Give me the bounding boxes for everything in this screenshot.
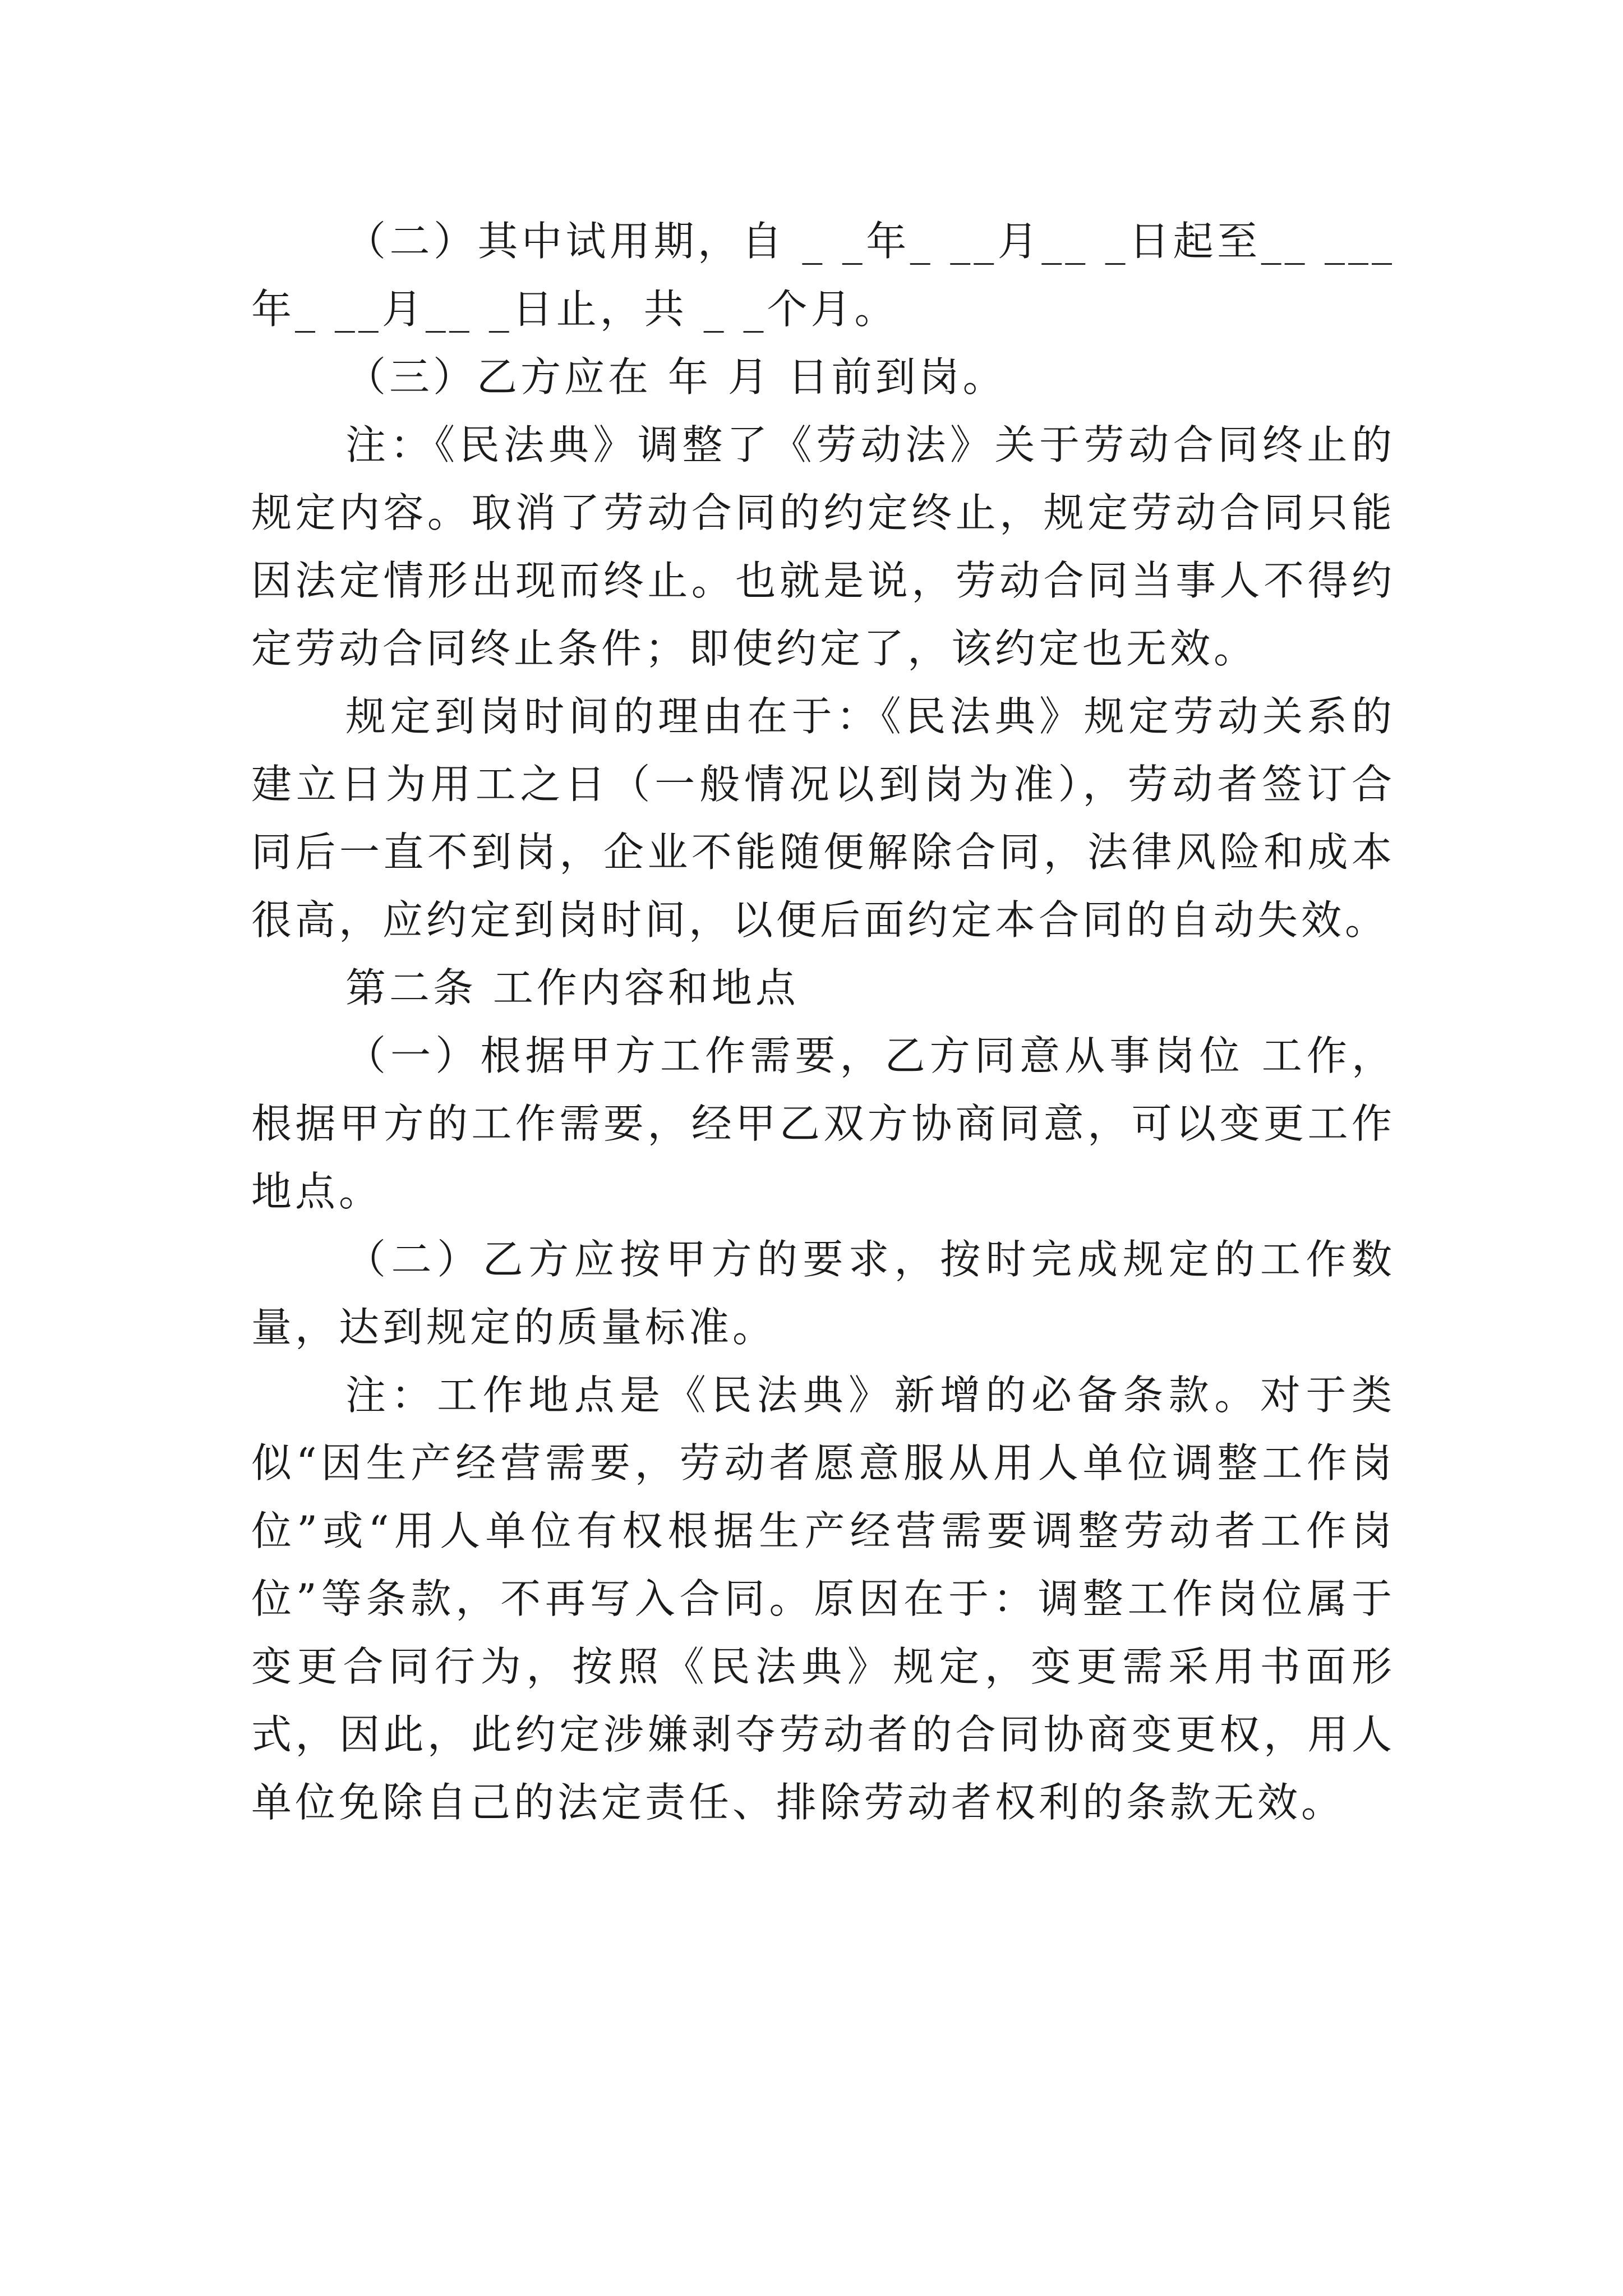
paragraph-job-position: （一）根据甲方工作需要，乙方同意从事岗位 工作，根据甲方的工作需要，经甲乙双方协商同意，可以变更工作地点。: [251, 1032, 1395, 1215]
paragraph-work-requirements: （二）乙方应按甲方的要求，按时完成规定的工作数量，达到规定的质量标准。: [251, 1236, 1395, 1351]
section-heading-article-2: 第二条 工作内容和地点: [345, 964, 799, 1011]
paragraph-note-termination: 注：《民法典》调整了《劳动法》关于劳动合同终止的规定内容。取消了劳动合同的约定终止，规定劳动合同只能因法定情形出现而终止。也就是说，劳动合同当事人不得约定劳动合同终止条件；即使约定了，该约定也无效。: [251, 421, 1395, 672]
paragraph-note-work-location: 注：工作地点是《民法典》新增的必备条款。对于类似“因生产经营需要，劳动者愿意服从用人单位调整工作岗位”或“用人单位有权根据生产经营需要调整劳动者工作岗位”等条款，不再写入合同。原因在于：调整工作岗位属于变更合同行为，按照《民法典》规定，变更需采用书面形式，因此，此约定涉嫌剥夺劳动者的合同协商变更权，用人单位免除自己的法定责任、排除劳动者权利的条款无效。: [251, 1372, 1395, 1826]
paragraph-probation-period: （二）其中试用期，自 _ _年_ __月__ _日起至__ ___年_ __月__ _日止，共 _ _个月。: [251, 218, 1395, 333]
paragraph-report-date: （三）乙方应在 年 月 日前到岗。: [345, 353, 1007, 401]
paragraph-report-reason: 规定到岗时间的理由在于：《民法典》规定劳动关系的建立日为用工之日（一般情况以到岗为准），劳动者签订合同后一直不到岗，企业不能随便解除合同，法律风险和成本很高，应约定到岗时间，以便后面约定本合同的自动失效。: [251, 693, 1395, 944]
document-body: [251, 208, 1395, 1837]
